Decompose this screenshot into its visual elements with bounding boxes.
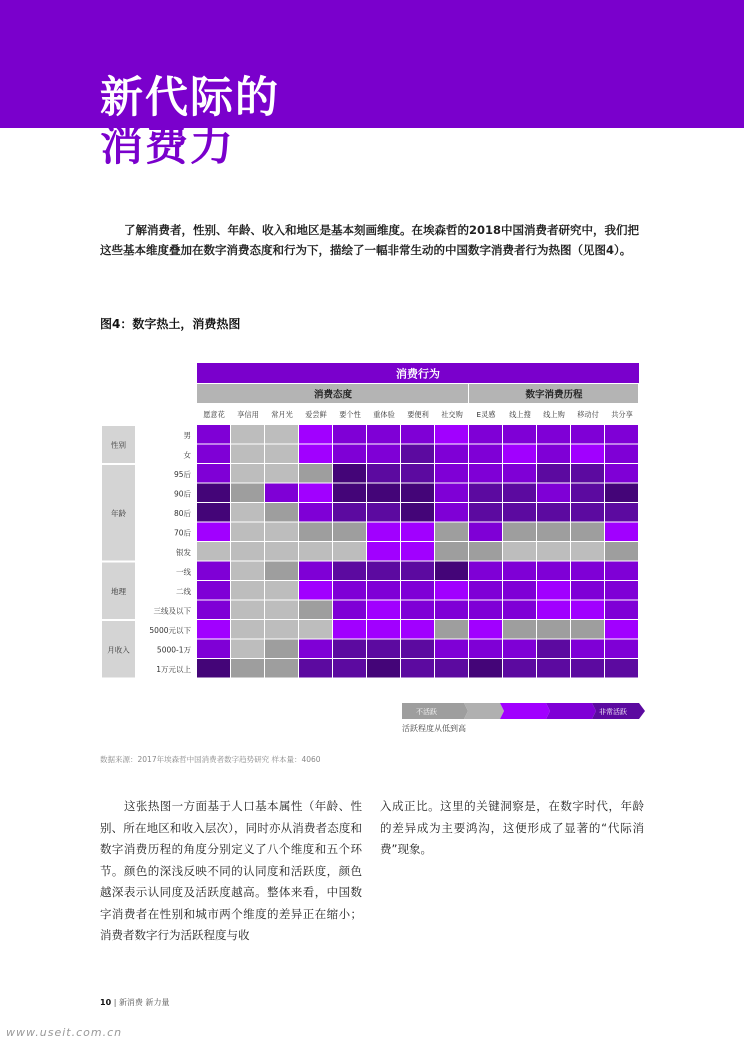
heatmap-cell: [231, 425, 264, 444]
heatmap-cell: [333, 659, 366, 678]
body-paragraph-left: 这张热图一方面基于人口基本属性（年龄、性别、所在地区和收入层次），同时亦从消费者态度和数字消费历程的角度分别定义了八个维度和五个环节。颜色的深浅反映不同的认同度和活跃度，颜色越深表示认同度及活跃度越高。整体来看，中国数字消费者在性别和城市两个维度的差异正在缩小；消费者数字行为活跃程度与收: [100, 799, 362, 942]
heatmap-cell: [197, 523, 230, 542]
page-footer: [100, 997, 169, 1008]
heatmap-cell: [401, 562, 434, 581]
heatmap-cell: [333, 581, 366, 600]
heatmap-cell: [435, 659, 468, 678]
heatmap-cell: [469, 620, 502, 639]
heatmap-cell: [299, 523, 332, 542]
heatmap-cell: [503, 503, 536, 522]
heatmap-cell: [435, 425, 468, 444]
row-label-8: 二线: [176, 586, 191, 596]
heatmap-cell: [571, 620, 604, 639]
column-label-1: 享信用: [237, 410, 259, 419]
heatmap-cell: [333, 640, 366, 659]
heatmap-cell: [503, 542, 536, 561]
heatmap-cell: [571, 484, 604, 503]
heatmap-cell: [605, 601, 638, 620]
heatmap-cell: [469, 601, 502, 620]
legend-step-4: [546, 703, 596, 719]
heatmap-cell: [265, 640, 298, 659]
heatmap-cell: [435, 484, 468, 503]
heatmap-cell: [265, 445, 298, 464]
row-label-12: 1万元以上: [156, 664, 191, 674]
heatmap-cell: [333, 562, 366, 581]
row-label-1: 女: [183, 450, 191, 460]
heatmap-cell: [367, 640, 400, 659]
heatmap-cell: [231, 445, 264, 464]
legend-high-label: 非常活跃: [599, 708, 627, 716]
heatmap-cell: [231, 640, 264, 659]
heatmap-cell: [605, 523, 638, 542]
heatmap-cell: [469, 484, 502, 503]
heatmap-cell: [231, 659, 264, 678]
heatmap-cell: [401, 484, 434, 503]
heatmap-cell: [469, 581, 502, 600]
heatmap-cell: [537, 562, 570, 581]
heatmap-cell: [333, 523, 366, 542]
heatmap-cell: [401, 620, 434, 639]
heatmap-cell: [367, 523, 400, 542]
heatmap-cell: [265, 659, 298, 678]
activity-legend: [402, 703, 645, 719]
column-label-4: 要个性: [339, 410, 361, 419]
heatmap-cell: [401, 503, 434, 522]
row-label-0: 男: [183, 430, 191, 440]
heatmap-cell: [265, 464, 298, 483]
heatmap-cell: [231, 464, 264, 483]
heatmap-cell: [503, 562, 536, 581]
heatmap-cell: [537, 659, 570, 678]
heatmap-cell: [367, 464, 400, 483]
heatmap-cell: [503, 445, 536, 464]
heatmap-cell: [605, 484, 638, 503]
column-label-6: 要便利: [407, 410, 429, 419]
column-label-11: 移动付: [577, 410, 599, 419]
heatmap-cell: [435, 542, 468, 561]
heatmap-cell: [401, 464, 434, 483]
heatmap-cell: [197, 484, 230, 503]
heatmap-cell: [605, 464, 638, 483]
heatmap-cell: [537, 640, 570, 659]
heatmap-cell: [333, 425, 366, 444]
heatmap-cell: [469, 425, 502, 444]
heatmap-cell: [605, 562, 638, 581]
heatmap-cell: [299, 503, 332, 522]
heatmap-cell: [503, 659, 536, 678]
heatmap-cell: [605, 445, 638, 464]
row-label-6: 银发: [176, 547, 191, 557]
heatmap-cell: [265, 425, 298, 444]
heatmap-cell: [333, 542, 366, 561]
heatmap-cell: [231, 620, 264, 639]
heatmap-cell: [435, 640, 468, 659]
heatmap-cell: [367, 484, 400, 503]
heatmap-cell: [605, 425, 638, 444]
heatmap-cell: [503, 620, 536, 639]
heatmap-cell: [299, 542, 332, 561]
heatmap-cell: [197, 425, 230, 444]
page-title: [100, 74, 280, 170]
heatmap-cell: [231, 484, 264, 503]
heatmap-cell: [401, 523, 434, 542]
heatmap-cell: [435, 464, 468, 483]
heatmap-cell: [197, 503, 230, 522]
row-label-7: 一线: [176, 567, 191, 577]
heatmap-cell: [469, 562, 502, 581]
heatmap-cell: [469, 542, 502, 561]
heatmap-cell: [571, 503, 604, 522]
heatmap-cell: [435, 523, 468, 542]
heatmap-cell: [333, 503, 366, 522]
heatmap-cell: [469, 445, 502, 464]
heatmap-cell: [299, 484, 332, 503]
heatmap-cell: [299, 640, 332, 659]
heatmap-cell: [197, 640, 230, 659]
heatmap-cell: [537, 523, 570, 542]
legend-caption: 活跃程度从低到高: [402, 724, 466, 733]
heatmap-cell: [571, 562, 604, 581]
heatmap-cell: [537, 581, 570, 600]
header-group-label-0: 消费态度: [313, 389, 353, 401]
column-label-7: 社交购: [441, 410, 463, 419]
heatmap-cell: [299, 445, 332, 464]
legend-step-2: [464, 703, 504, 719]
heatmap-cell: [605, 659, 638, 678]
heatmap-cell: [299, 562, 332, 581]
heatmap-cell: [231, 601, 264, 620]
row-label-9: 三线及以下: [153, 606, 191, 616]
heatmap-cell: [197, 542, 230, 561]
heatmap-cell: [605, 581, 638, 600]
heatmap-cell: [571, 523, 604, 542]
heatmap-cell: [265, 503, 298, 522]
heatmap-cell: [537, 445, 570, 464]
heatmap-cell: [571, 581, 604, 600]
heatmap-cell: [537, 484, 570, 503]
heatmap-cell: [333, 601, 366, 620]
row-label-4: 80后: [173, 508, 191, 518]
column-label-2: 常月光: [271, 410, 293, 419]
heatmap-cell: [435, 601, 468, 620]
heatmap-cell: [367, 445, 400, 464]
heatmap-cell: [605, 640, 638, 659]
heatmap-cell: [401, 542, 434, 561]
heatmap-cell: [367, 581, 400, 600]
heatmap-cell: [571, 464, 604, 483]
heatmap-cell: [537, 601, 570, 620]
data-source-note: 数据来源：2017年埃森哲中国消费者数字趋势研究 样本量：4060: [100, 755, 321, 764]
heatmap-cell: [503, 601, 536, 620]
column-label-8: E灵感: [476, 410, 496, 419]
heatmap-cell: [197, 464, 230, 483]
heatmap-cell: [265, 620, 298, 639]
watermark: www.useit.com.cn: [6, 1026, 123, 1039]
heatmap-cell: [367, 620, 400, 639]
intro-paragraph: 了解消费者，性别、年龄、收入和地区是基本刻画维度。在埃森哲的2018中国消费者研究中，我们把这些基本维度叠加在数字消费态度和行为下，描绘了一幅非常生动的中国数字消费者行为热图（见图4）。: [100, 223, 640, 257]
heatmap-cell: [469, 523, 502, 542]
heatmap-cell: [503, 425, 536, 444]
row-label-10: 5000元以下: [149, 625, 191, 635]
heatmap-cell: [435, 445, 468, 464]
heatmap-cell: [571, 445, 604, 464]
heatmap-cell: [503, 464, 536, 483]
heatmap-cell: [367, 562, 400, 581]
title-line-2: 消费力: [100, 121, 235, 171]
heatmap-cell: [231, 581, 264, 600]
consumer-heatmap: [100, 363, 645, 685]
row-group-label-2: 地理: [111, 586, 126, 596]
heatmap-cell: [571, 425, 604, 444]
heatmap-cell: [503, 640, 536, 659]
row-group-label-0: 性别: [111, 440, 126, 450]
heatmap-cell: [333, 484, 366, 503]
heatmap-cell: [469, 659, 502, 678]
heatmap-cell: [571, 640, 604, 659]
heatmap-cell: [299, 581, 332, 600]
column-label-12: 共分享: [611, 410, 633, 419]
heatmap-cell: [503, 581, 536, 600]
heatmap-cell: [571, 542, 604, 561]
heatmap-cell: [401, 601, 434, 620]
heatmap-cell: [605, 542, 638, 561]
row-label-5: 70后: [173, 528, 191, 538]
heatmap-cell: [469, 503, 502, 522]
header-top-label: 消费行为: [396, 367, 440, 381]
heatmap-cell: [197, 620, 230, 639]
heatmap-cell: [367, 659, 400, 678]
heatmap-cell: [401, 581, 434, 600]
heatmap-cell: [231, 503, 264, 522]
heatmap-cell: [333, 445, 366, 464]
heatmap-cell: [503, 484, 536, 503]
heatmap-cell: [197, 581, 230, 600]
heatmap-cell: [231, 542, 264, 561]
heatmap-cell: [605, 503, 638, 522]
heatmap-cell: [333, 620, 366, 639]
row-group-label-1: 年龄: [111, 508, 126, 518]
heatmap-cell: [401, 445, 434, 464]
heatmap-cell: [333, 464, 366, 483]
heatmap-cell: [537, 425, 570, 444]
heatmap-cell: [537, 503, 570, 522]
row-label-3: 90后: [173, 489, 191, 499]
heatmap-cell: [435, 620, 468, 639]
heatmap-cell: [197, 562, 230, 581]
heatmap-cell: [537, 620, 570, 639]
heatmap-cell: [367, 601, 400, 620]
body-paragraph-right: 入成正比。这里的关键洞察是，在数字时代，年龄的差异成为主要鸿沟，这便形成了显著的“代际消费”现象。: [380, 799, 644, 856]
heatmap-cell: [231, 562, 264, 581]
heatmap-cell: [265, 581, 298, 600]
column-label-9: 线上搜: [509, 410, 531, 419]
heatmap-cell: [537, 464, 570, 483]
heatmap-cell: [197, 601, 230, 620]
heatmap-cell: [265, 601, 298, 620]
heatmap-cell: [571, 659, 604, 678]
heatmap-cell: [265, 562, 298, 581]
heatmap-cell: [537, 542, 570, 561]
heatmap-cell: [299, 659, 332, 678]
footer-text: 新消费 新力量: [118, 998, 170, 1007]
title-line-1: 新代际的: [100, 73, 280, 123]
column-label-10: 线上购: [543, 410, 565, 419]
heatmap-cell: [367, 542, 400, 561]
header-group-label-1: 数字消费历程: [525, 389, 583, 401]
page-number: 10: [100, 998, 112, 1007]
heatmap-cell: [231, 523, 264, 542]
heatmap-cell: [299, 464, 332, 483]
row-label-2: 95后: [173, 469, 191, 479]
legend-low-label: 不活跃: [416, 708, 437, 716]
heatmap-cell: [605, 620, 638, 639]
column-label-0: 愿意花: [203, 410, 225, 419]
heatmap-cell: [469, 640, 502, 659]
heatmap-cell: [435, 503, 468, 522]
column-label-5: 重体验: [373, 410, 395, 419]
heatmap-cell: [469, 464, 502, 483]
heatmap-cell: [435, 581, 468, 600]
heatmap-cell: [299, 425, 332, 444]
figure-title: 图4：数字热土，消费热图: [100, 317, 241, 331]
heatmap-cell: [299, 620, 332, 639]
heatmap-cell: [197, 445, 230, 464]
heatmap-cell: [299, 601, 332, 620]
heatmap-cell: [367, 425, 400, 444]
heatmap-cell: [401, 659, 434, 678]
heatmap-cell: [435, 562, 468, 581]
heatmap-cell: [265, 523, 298, 542]
heatmap-cell: [265, 542, 298, 561]
heatmap-cell: [503, 523, 536, 542]
row-group-label-3: 月收入: [107, 645, 130, 655]
column-label-3: 爱尝鲜: [305, 410, 327, 419]
row-label-11: 5000-1万: [156, 645, 191, 655]
heatmap-cell: [571, 601, 604, 620]
footer-divider: |: [113, 998, 119, 1007]
heatmap-cell: [367, 503, 400, 522]
legend-step-3: [500, 703, 550, 719]
heatmap-cell: [265, 484, 298, 503]
heatmap-cell: [401, 425, 434, 444]
heatmap-cell: [401, 640, 434, 659]
heatmap-cell: [197, 659, 230, 678]
